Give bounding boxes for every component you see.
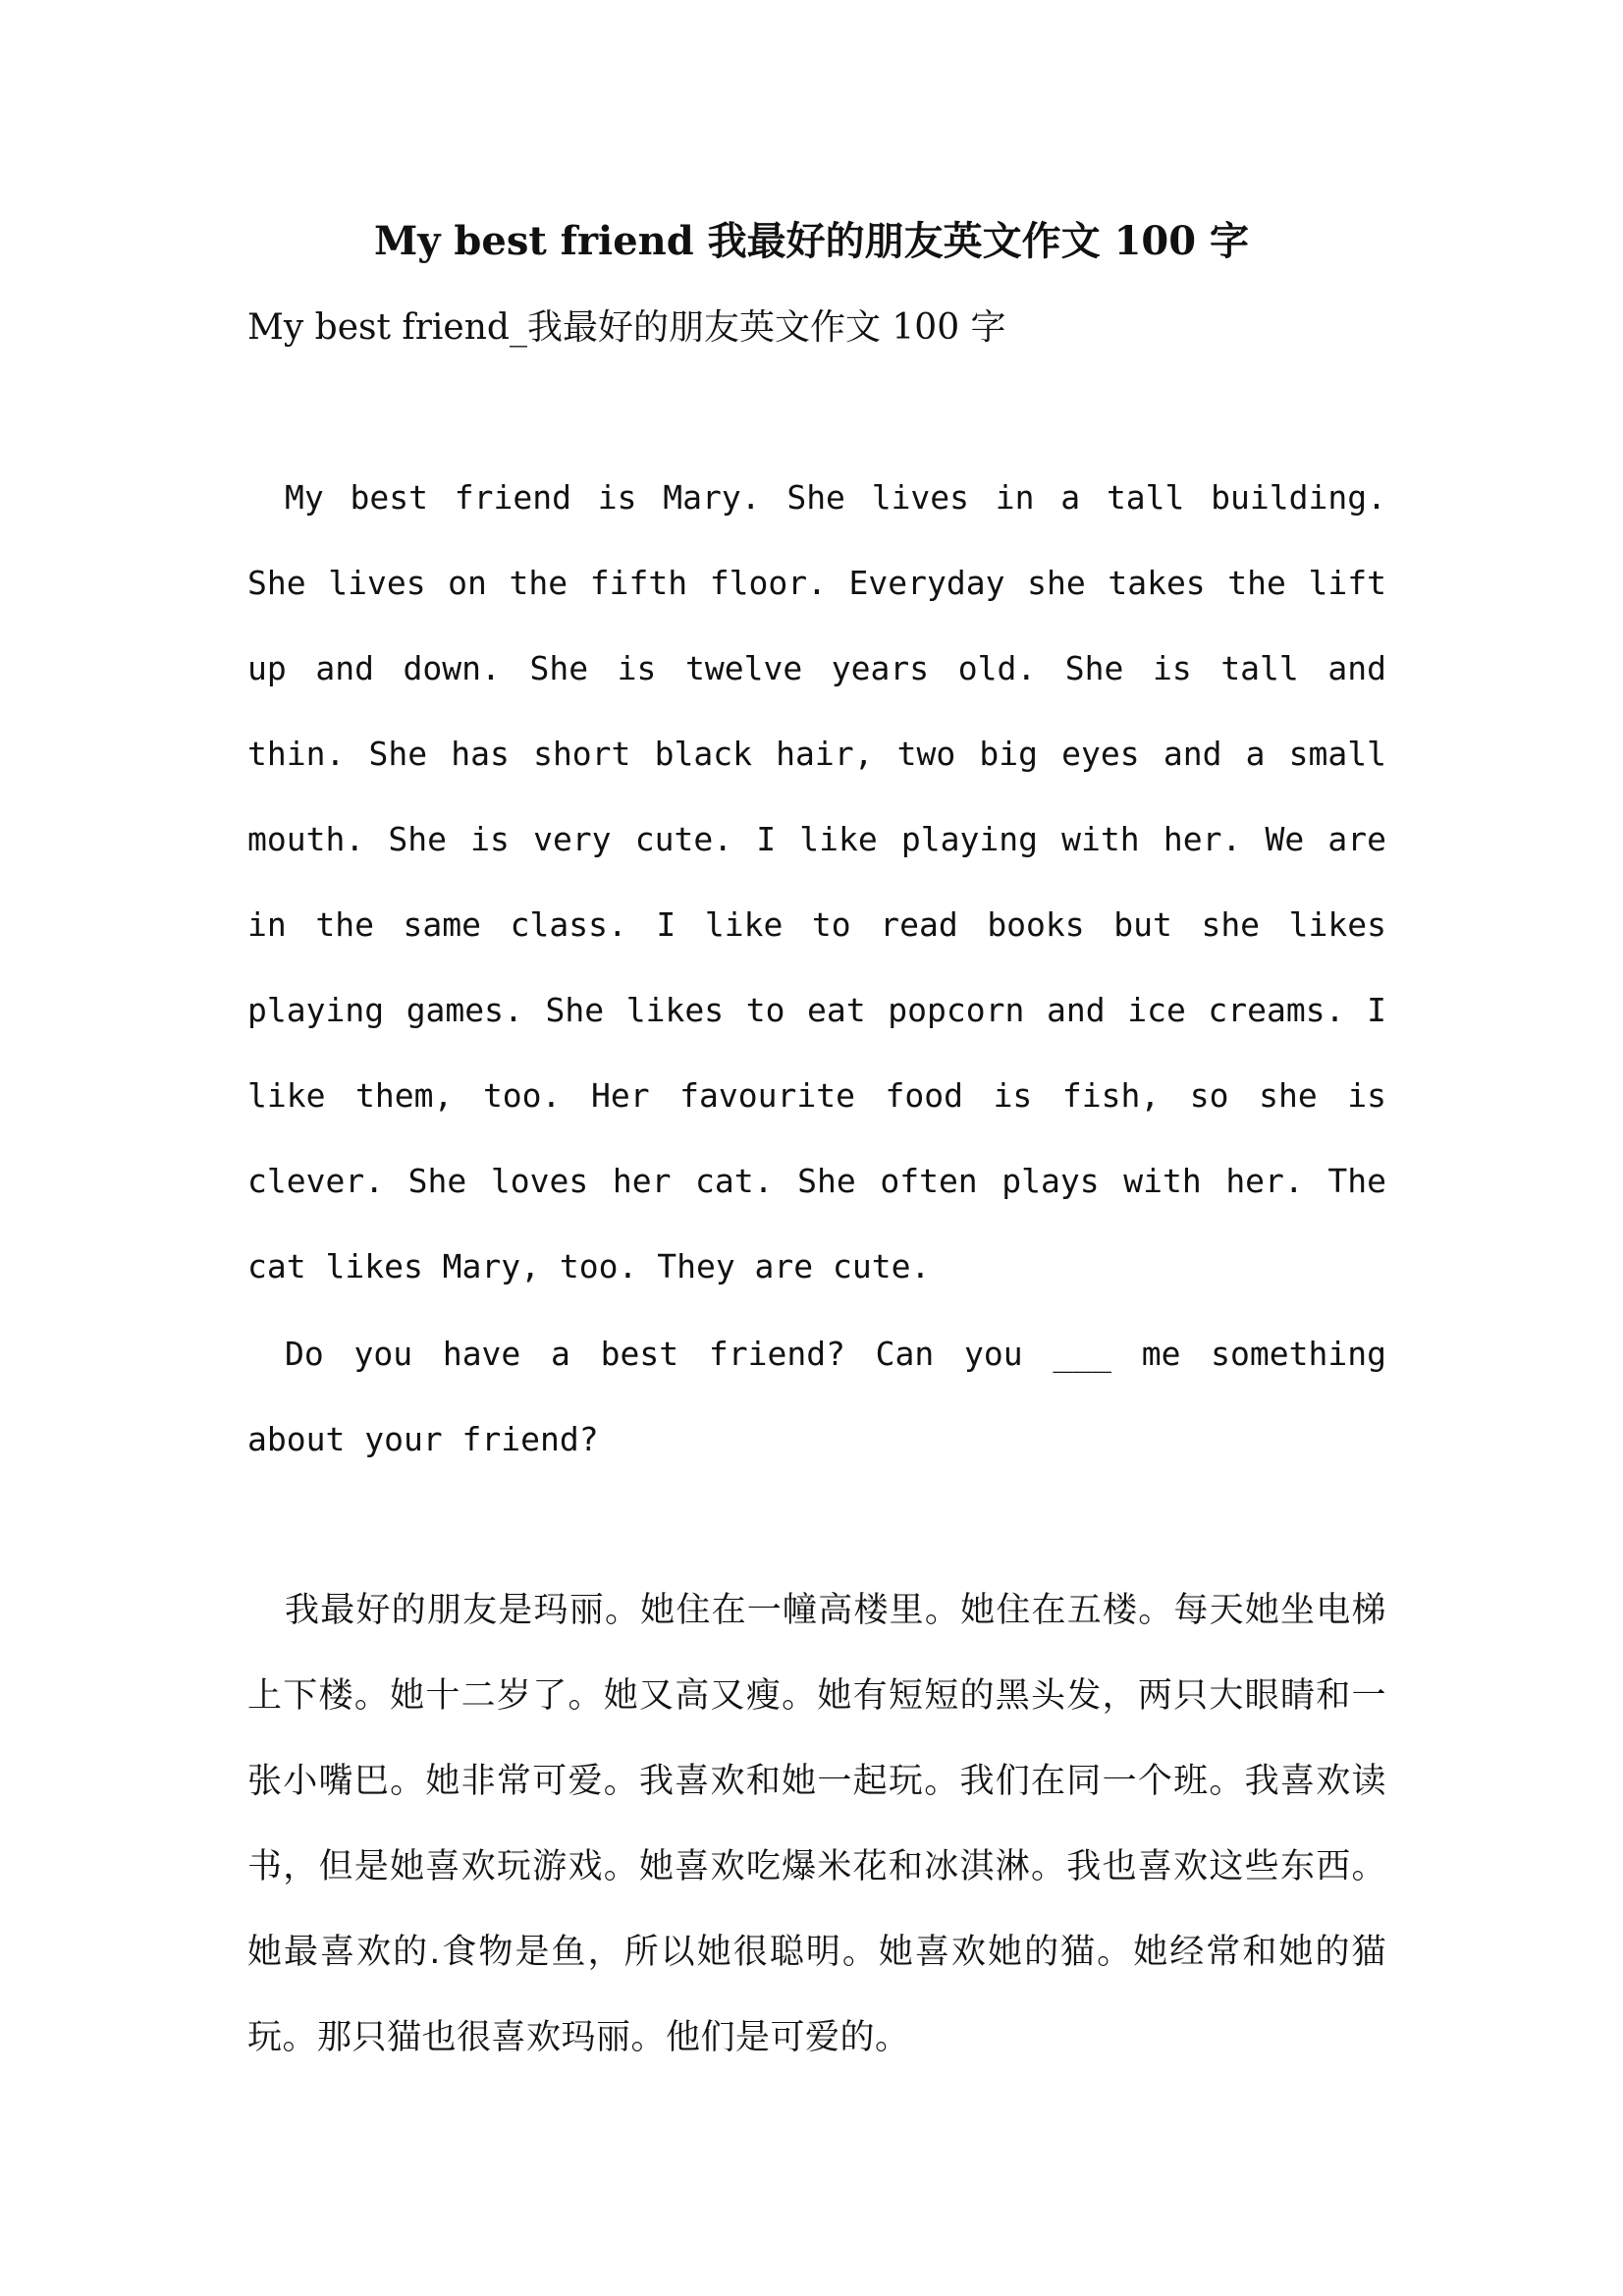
paragraph-chinese-translation: 我最好的朋友是玛丽。她住在一幢高楼里。她住在五楼。每天她坐电梯上下楼。她十二岁了。她又高又瘦。她有短短的黑头发，两只大眼睛和一张小嘴巴。她非常可爱。我喜欢和她一起玩。我们在同一个班。我喜欢读书，但是她喜欢玩游戏。她喜欢吃爆米花和冰淇淋。我也喜欢这些东西。她最喜欢的.食物是鱼，所以她很聪明。她喜欢她的猫。她经常和她的猫玩。那只猫也很喜欢玛丽。他们是可爱的。	[247, 1591, 1386, 2057]
paragraph-english-essay: My best friend is Mary. She lives in a tall building. She lives on the fifth floor. Everyday she takes the lift up and down. She is twelve years old. She is tall and thin. She has short black hair, two big eyes and a small mouth. She is very cute. I like playing with her. We are in the same class. I like to read books but she likes playing games. She likes to eat popcorn and ice creams. I like them, too. Her favourite food is fish, so she is clever. She loves her cat. She often plays with her. The cat likes Mary, too. They are cute.	[247, 478, 1386, 1285]
paragraph-question: Do you have a best friend? Can you ___ me something about your friend?	[247, 1335, 1386, 1458]
document-subtitle: My best friend_我最好的朋友英文作文 100 字	[247, 307, 1006, 348]
document-title: My best friend 我最好的朋友英文作文 100 字	[373, 218, 1250, 264]
